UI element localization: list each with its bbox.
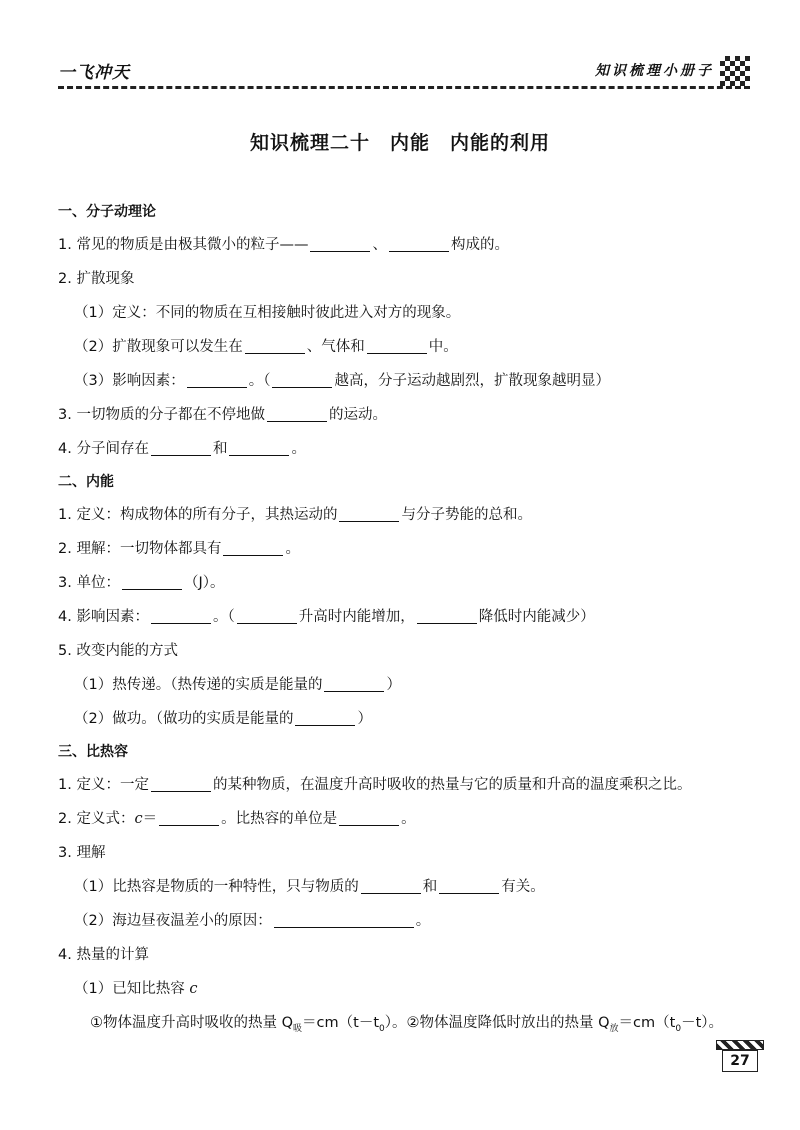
text-line: （3）影响因素： 。（ 越高，分子运动越剧烈，扩散现象越明显） xyxy=(74,373,610,389)
answer-blank[interactable] xyxy=(223,539,283,556)
answer-blank[interactable] xyxy=(439,877,499,894)
answer-blank[interactable] xyxy=(151,439,211,456)
answer-blank[interactable] xyxy=(367,337,427,354)
page-title: 知识梳理二十 内能 内能的利用 xyxy=(249,132,550,154)
text-line: 2. 扩散现象 xyxy=(58,271,135,287)
answer-blank[interactable] xyxy=(417,607,477,624)
answer-blank[interactable] xyxy=(361,877,421,894)
text-line: （2）扩散现象可以发生在 、气体和 中。 xyxy=(74,339,458,355)
text-line: 3. 单位： （J）。 xyxy=(58,575,225,591)
text-line: 1. 定义：构成物体的所有分子，其热运动的 与分子势能的总和。 xyxy=(58,507,532,523)
answer-blank[interactable] xyxy=(324,675,384,692)
content xyxy=(58,196,758,1040)
page-number-badge xyxy=(716,1040,762,1074)
answer-blank[interactable] xyxy=(122,573,182,590)
text-line: （2）海边昼夜温差小的原因： 。 xyxy=(74,913,431,929)
hazard-stripe-icon xyxy=(716,1040,764,1050)
header-rule xyxy=(58,86,750,89)
text-line: 2. 理解：一切物体都具有 。 xyxy=(58,541,300,557)
answer-blank[interactable] xyxy=(389,235,449,252)
text-line: （1）比热容是物质的一种特性，只与物质的 和 有关。 xyxy=(74,879,545,895)
text-line: 3. 理解 xyxy=(58,845,106,861)
answer-blank[interactable] xyxy=(151,775,211,792)
answer-blank[interactable] xyxy=(339,505,399,522)
answer-blank[interactable] xyxy=(245,337,305,354)
checker-icon xyxy=(720,56,750,86)
section-heading: 三、比热容 xyxy=(58,744,128,760)
answer-blank[interactable] xyxy=(237,607,297,624)
text-line: 4. 热量的计算 xyxy=(58,947,149,963)
text-line: 1. 常见的物质是由极其微小的粒子—— 、 构成的。 xyxy=(58,237,509,253)
answer-blank[interactable] xyxy=(310,235,370,252)
answer-blank[interactable] xyxy=(229,439,289,456)
section-heading: 一、分子动理论 xyxy=(58,204,156,220)
text-line: （2）做功。（做功的实质是能量的 ） xyxy=(74,711,372,727)
text-line: （1）定义：不同的物质在互相接触时彼此进入对方的现象。 xyxy=(74,305,461,321)
answer-blank[interactable] xyxy=(151,607,211,624)
text-line: （1）已知比热容 c xyxy=(74,981,198,997)
text-line: 3. 一切物质的分子都在不停地做 的运动。 xyxy=(58,407,387,423)
section-heading: 二、内能 xyxy=(58,474,114,490)
text-line: 5. 改变内能的方式 xyxy=(58,643,178,659)
answer-blank[interactable] xyxy=(274,911,414,928)
page-number: 27 xyxy=(722,1050,758,1072)
answer-blank[interactable] xyxy=(272,371,332,388)
answer-blank[interactable] xyxy=(267,405,327,422)
answer-blank[interactable] xyxy=(339,809,399,826)
formula-line: ①物体温度升高时吸收的热量 $Q_吸=cm(t-t_0)$。②物体温度降低时放出的热量 $Q_放=cm(t_0-t)$。 xyxy=(90,1015,724,1034)
text-line: 2. 定义式：c＝ 。比热容的单位是 。 xyxy=(58,811,416,827)
answer-blank[interactable] xyxy=(295,709,355,726)
answer-blank[interactable] xyxy=(159,809,219,826)
text-line: 4. 分子间存在 和 。 xyxy=(58,441,306,457)
answer-blank[interactable] xyxy=(187,371,247,388)
brand-logo: 一飞冲天 xyxy=(58,63,130,83)
text-line: 4. 影响因素： 。（ 升高时内能增加， 降低时内能减少） xyxy=(58,609,595,625)
text-line: （1）热传递。（热传递的实质是能量的 ） xyxy=(74,677,401,693)
header-right-title: 知识梳理小册子 xyxy=(595,63,714,79)
text-line: 1. 定义：一定 的某种物质，在温度升高时吸收的热量与它的质量和升高的温度乘积之比。 xyxy=(58,777,692,793)
